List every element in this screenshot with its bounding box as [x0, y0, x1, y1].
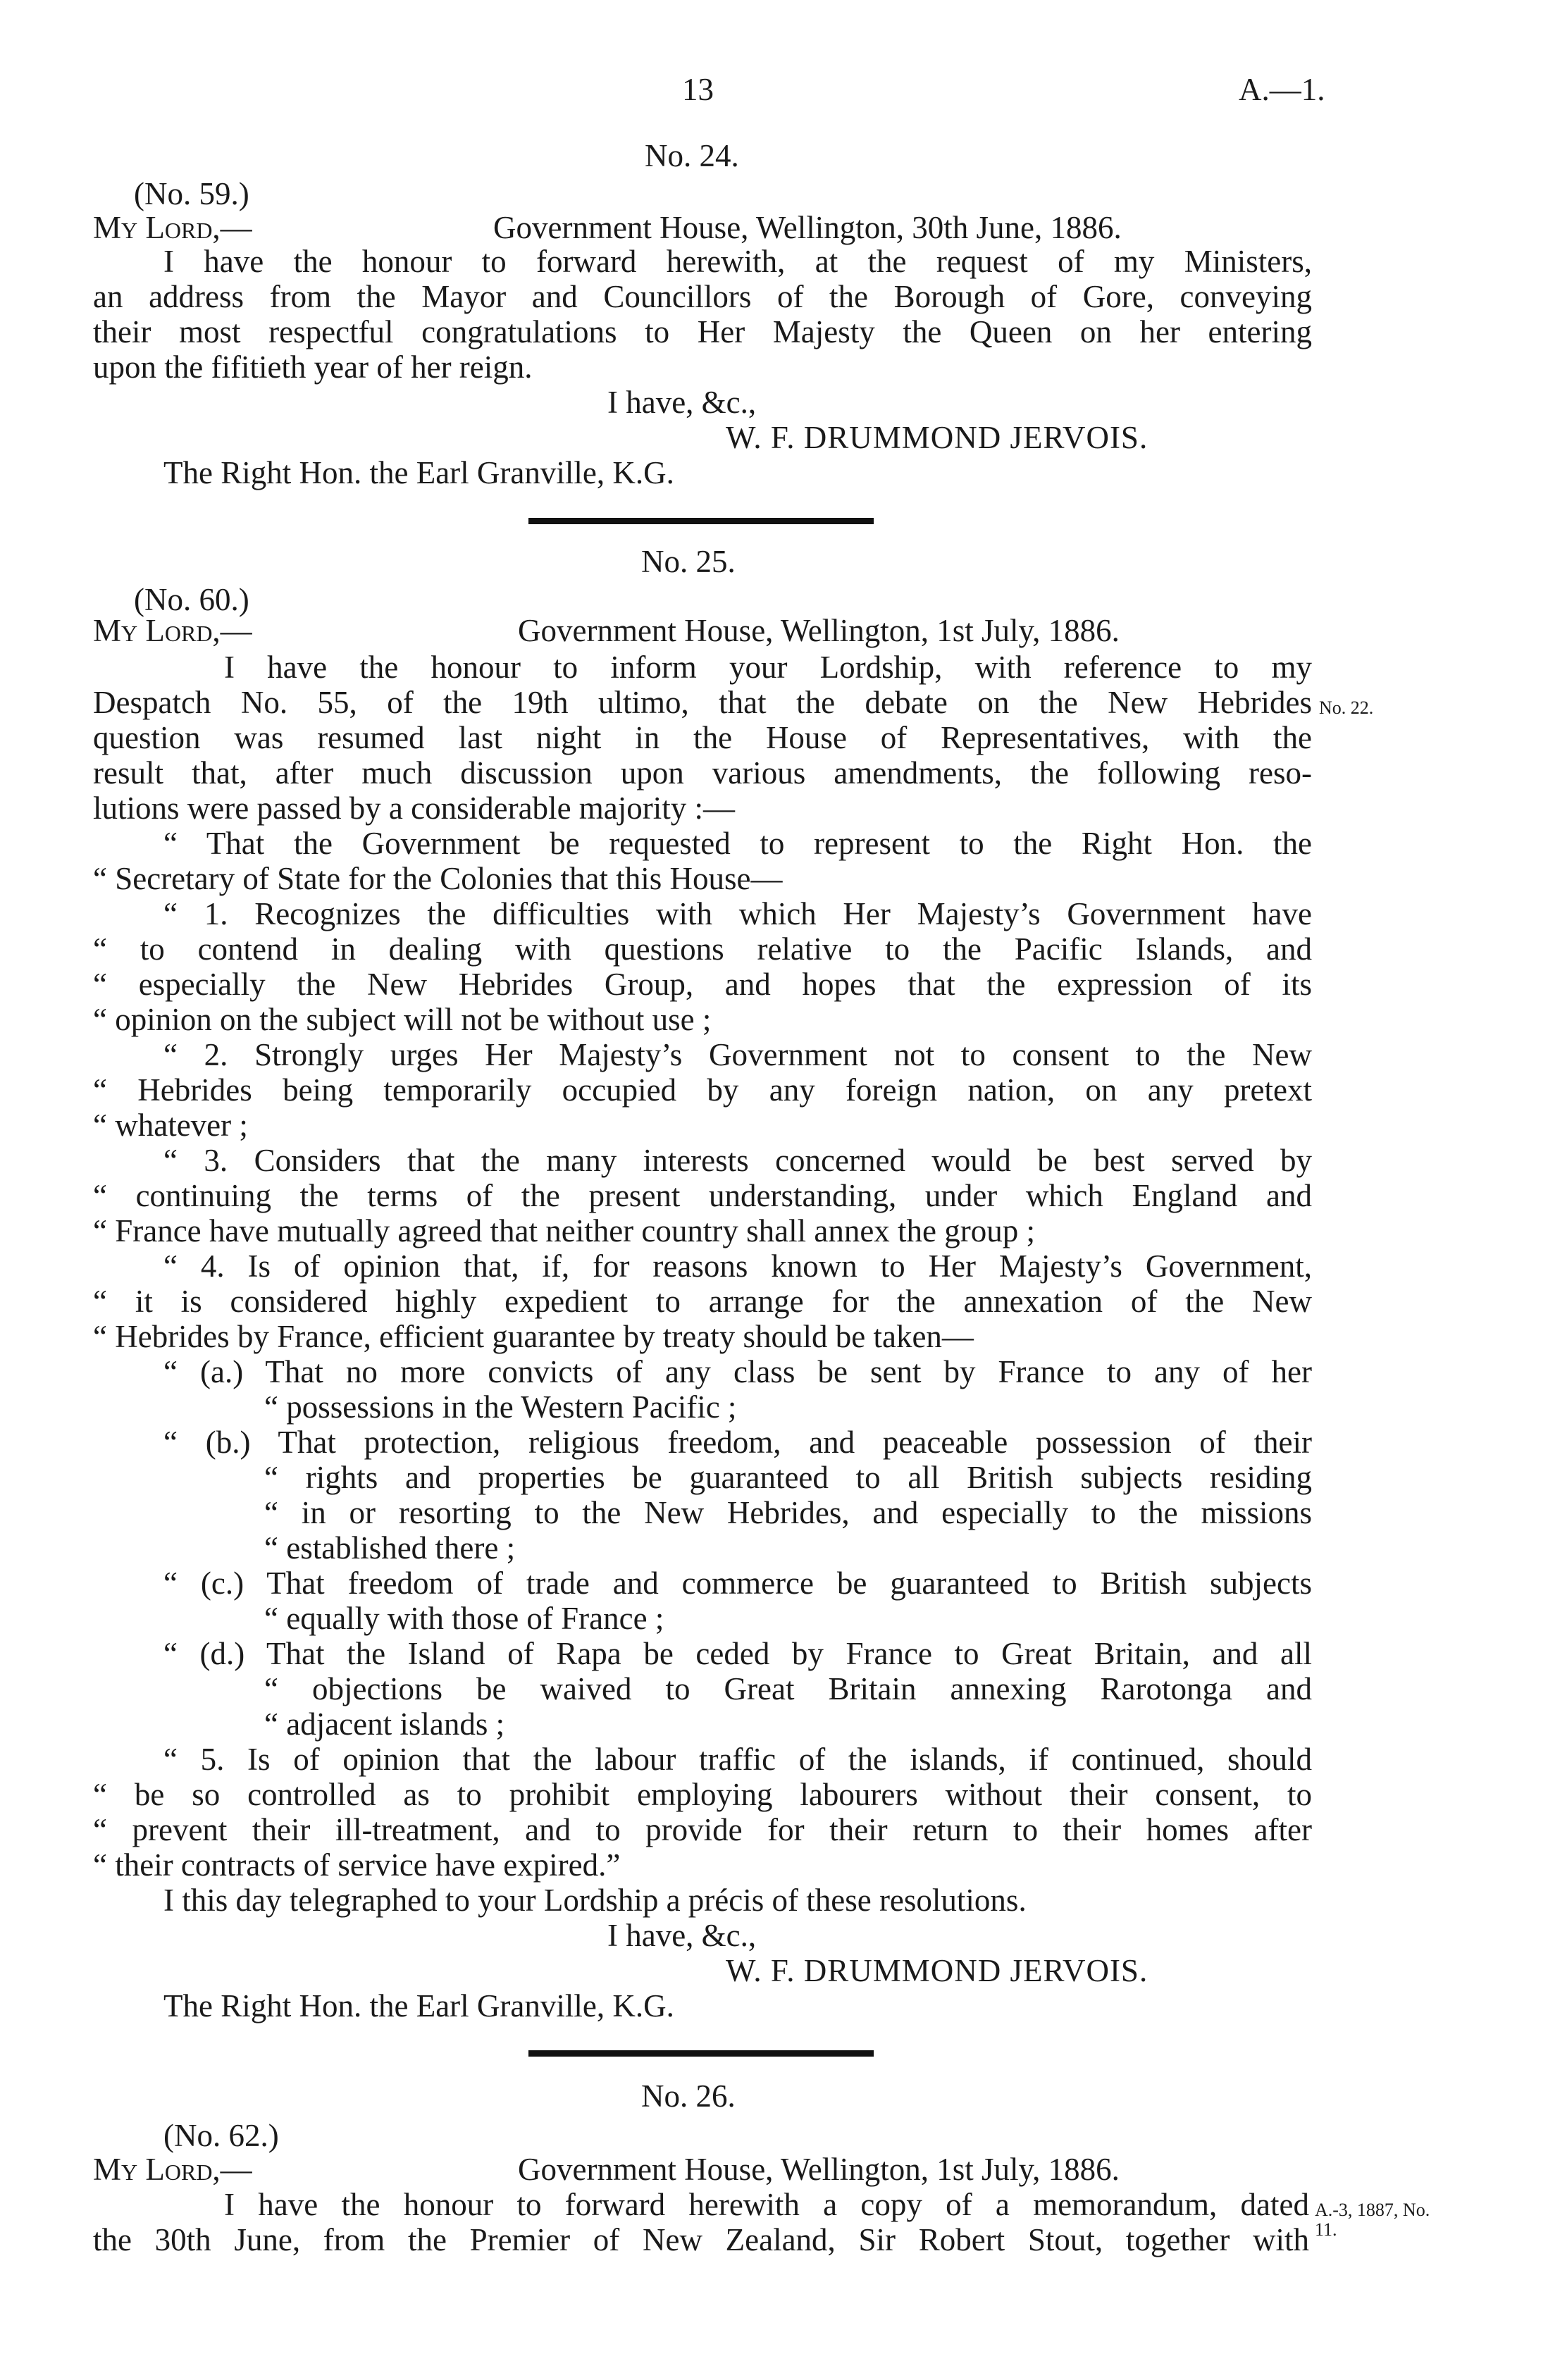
body-line: I this day telegraphed to your Lordship a précis of these resolutions. — [163, 1883, 1027, 1918]
resolution-line: “ That the Government be requested to represent to the Right Hon. the — [163, 826, 1312, 861]
resolution-line: “ it is considered highly expedient to arrange for the annexation of the New — [93, 1284, 1312, 1319]
body-line: question was resumed last night in the House of Representatives, with the — [93, 720, 1312, 755]
resolution-line: “ Hebrides being temporarily occupied by any foreign nation, on any pretext — [93, 1072, 1312, 1108]
resolution-subitem: “ equally with those of France ; — [264, 1601, 664, 1636]
resolution-line: “ continuing the terms of the present understanding, under which England and — [93, 1178, 1312, 1213]
resolution-subitem: “ adjacent islands ; — [264, 1706, 505, 1742]
resolution-line: “ 2. Strongly urges Her Majesty’s Government not to consent to the New — [163, 1037, 1312, 1072]
resolution-subitem: “ (a.) That no more convicts of any class be sent by France to any of her — [163, 1354, 1312, 1389]
resolution-subitem: “ (b.) That protection, religious freedom, and peaceable possession of their — [163, 1425, 1312, 1460]
body-line: I have the honour to inform your Lordship, with reference to my — [224, 650, 1312, 685]
salutation: My Lord,— — [93, 613, 252, 648]
body-line: an address from the Mayor and Councillors of the Borough of Gore, conveying — [93, 279, 1312, 314]
despatch-heading: No. 24. — [645, 138, 739, 173]
addressee: The Right Hon. the Earl Granville, K.G. — [163, 1988, 674, 2023]
addressee: The Right Hon. the Earl Granville, K.G. — [163, 455, 674, 490]
resolution-subitem: “ rights and properties be guaranteed to all British subjects residing — [264, 1460, 1312, 1495]
body-line: I have the honour to forward herewith, at the request of my Ministers, — [163, 244, 1312, 279]
body-line: I have the honour to forward herewith a copy of a memorandum, dated — [224, 2187, 1309, 2222]
closing: I have, &c., — [607, 385, 757, 420]
section-divider — [528, 2050, 874, 2057]
section-divider — [528, 518, 874, 524]
dateline: Government House, Wellington, 1st July, 1886. — [518, 613, 1120, 648]
body-line: their most respectful congratulations to Her Majesty the Queen on her entering — [93, 314, 1312, 349]
despatch-heading: No. 26. — [641, 2078, 736, 2114]
series-code: A.—1. — [1239, 72, 1325, 107]
resolution-subitem: “ established there ; — [264, 1530, 516, 1566]
margin-reference: A.-3, 1887, No. — [1315, 2200, 1430, 2220]
dateline: Government House, Wellington, 1st July, 1886. — [518, 2152, 1120, 2187]
signature: W. F. DRUMMOND JERVOIS. — [726, 420, 1148, 455]
resolution-line: “ whatever ; — [93, 1108, 248, 1143]
body-line: lutions were passed by a considerable majority :— — [93, 791, 736, 826]
despatch-ref: (No. 62.) — [163, 2118, 279, 2153]
resolution-subitem: “ possessions in the Western Pacific ; — [264, 1389, 737, 1425]
body-line: Despatch No. 55, of the 19th ultimo, that the debate on the New Hebrides — [93, 685, 1312, 720]
resolution-subitem: “ objections be waived to Great Britain annexing Rarotonga and — [264, 1671, 1312, 1706]
resolution-subitem: “ (c.) That freedom of trade and commerce be guaranteed to British subjects — [163, 1566, 1312, 1601]
resolution-line: “ be so controlled as to prohibit employing labourers without their consent, to — [93, 1777, 1312, 1812]
body-line: the 30th June, from the Premier of New Zealand, Sir Robert Stout, together with — [93, 2222, 1309, 2257]
resolution-line: “ their contracts of service have expired.” — [93, 1847, 621, 1883]
resolution-subitem: “ in or resorting to the New Hebrides, and especially to the missions — [264, 1495, 1312, 1530]
resolution-line: “ Secretary of State for the Colonies that this House— — [93, 861, 783, 896]
resolution-line: “ especially the New Hebrides Group, and hopes that the expression of its — [93, 967, 1312, 1002]
resolution-line: “ opinion on the subject will not be without use ; — [93, 1002, 712, 1037]
resolution-line: “ France have mutually agreed that neither country shall annex the group ; — [93, 1213, 1036, 1248]
resolution-subitem: “ (d.) That the Island of Rapa be ceded by France to Great Britain, and all — [163, 1636, 1312, 1671]
resolution-line: “ 3. Considers that the many interests concerned would be best served by — [163, 1143, 1312, 1178]
body-line: result that, after much discussion upon various amendments, the following reso- — [93, 755, 1312, 791]
despatch-heading: No. 25. — [641, 544, 736, 579]
resolution-line: “ prevent their ill-treatment, and to provide for their return to their homes after — [93, 1812, 1312, 1847]
salutation: My Lord,— — [93, 2152, 252, 2187]
signature: W. F. DRUMMOND JERVOIS. — [726, 1953, 1148, 1988]
margin-reference: 11. — [1315, 2219, 1337, 2240]
dateline: Government House, Wellington, 30th June, 1886. — [493, 210, 1122, 245]
despatch-ref: (No. 59.) — [134, 176, 249, 211]
resolution-line: “ 1. Recognizes the difficulties with which Her Majesty’s Government have — [163, 896, 1312, 931]
resolution-line: “ to contend in dealing with questions relative to the Pacific Islands, and — [93, 931, 1312, 967]
resolution-line: “ 5. Is of opinion that the labour traffic of the islands, if continued, should — [163, 1742, 1312, 1777]
page-number: 13 — [682, 72, 714, 107]
margin-reference: No. 22. — [1319, 698, 1374, 718]
body-line: upon the fifitieth year of her reign. — [93, 349, 533, 385]
salutation: My Lord,— — [93, 210, 252, 245]
closing: I have, &c., — [607, 1918, 757, 1953]
despatch-ref: (No. 60.) — [134, 582, 249, 617]
resolution-line: “ 4. Is of opinion that, if, for reasons known to Her Majesty’s Government, — [163, 1248, 1312, 1284]
resolution-line: “ Hebrides by France, efficient guarantee by treaty should be taken— — [93, 1319, 974, 1354]
